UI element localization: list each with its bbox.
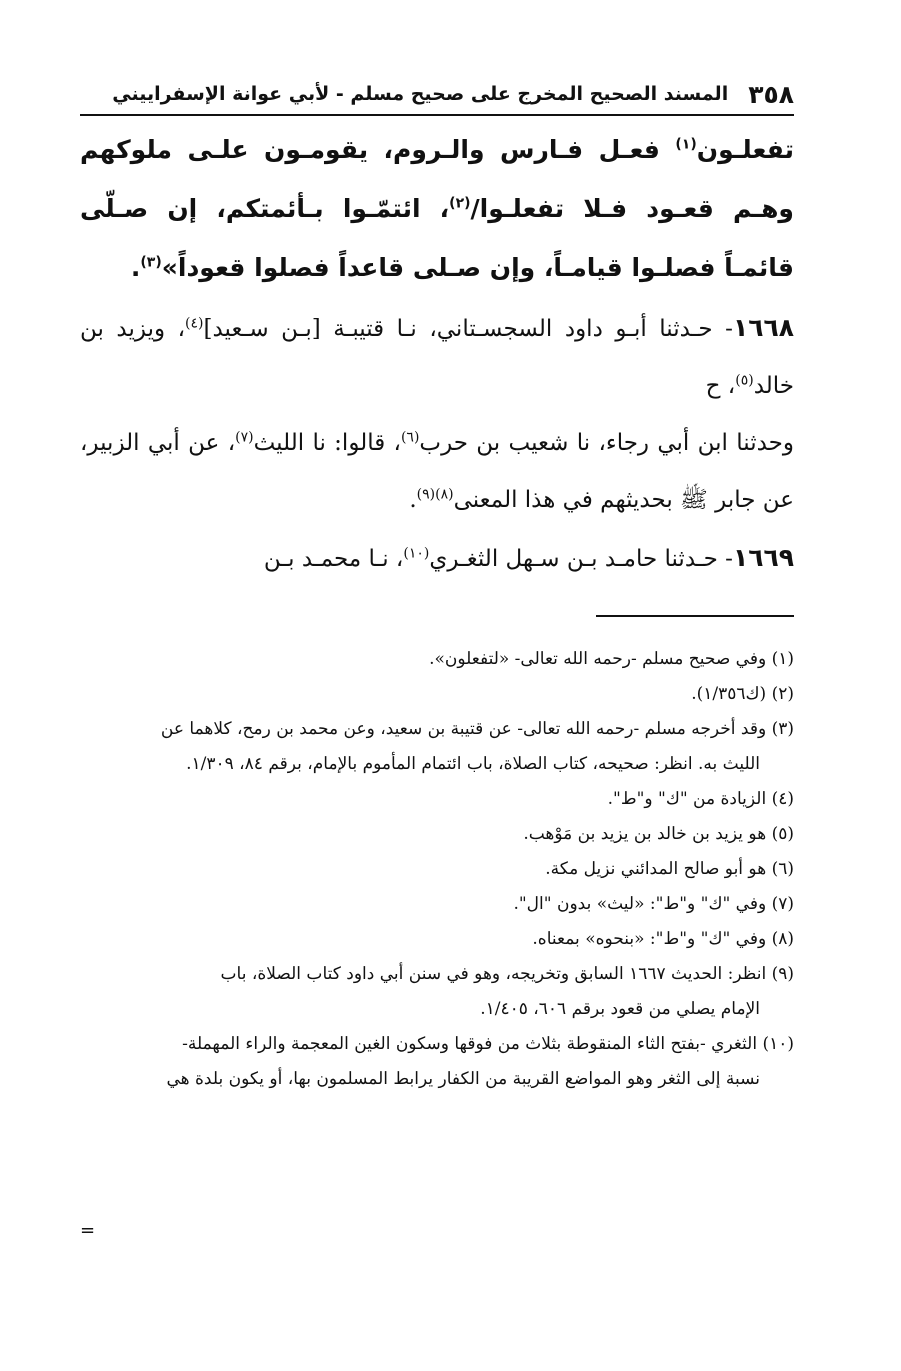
- hadith-number: ١٦٦٩: [732, 543, 794, 572]
- footnote-10: (١٠) الثغري -بفتح الثاء المنقوطة بثلاث من فوقها وسكون الغين المعجمة والراء المهملة-: [182, 1034, 794, 1054]
- footnote-ref: (٢): [449, 195, 471, 212]
- running-title: المسند الصحيح المخرج على صحيح مسلم - لأبي عوانة الإسفراييني: [112, 82, 729, 105]
- footnote-ref: (٤): [185, 315, 204, 332]
- footnote-ref: (٥): [735, 372, 754, 389]
- text-run: ، ح: [705, 373, 736, 399]
- footnote-text: الإمام يصلي من قعود برقم ٦٠٦، ١/٤٠٥.: [480, 999, 760, 1019]
- footnote-4: (٤) الزيادة من "ك" و"ط".: [607, 789, 794, 809]
- footnote-7: (٧) وفي "ك" و"ط": «ليث» بدون "ال".: [513, 894, 794, 914]
- footnote-text: الليث به. انظر: صحيحه، كتاب الصلاة، باب ائتمام المأموم بالإمام، برقم ٨٤، ١/٣٠٩.: [186, 754, 760, 774]
- footnote-8: (٨) وفي "ك" و"ط": «بنحوه» بمعناه.: [532, 929, 794, 949]
- text-run: ، عن أبي الزبير، عن جابر ﷺ بحديثهم في هذا المعنى: [80, 430, 794, 513]
- text-run: ، قالوا: نا الليث: [253, 430, 401, 456]
- text-run: تفعلـون: [696, 135, 794, 164]
- footnote-5: (٥) هو يزيد بن خالد بن يزيد بن مَوْهب.: [523, 824, 794, 844]
- header-rule: [80, 114, 794, 116]
- hadith-text-paragraph: [80, 120, 794, 297]
- main-text: [80, 120, 794, 588]
- hadith-1669-paragraph: [80, 529, 794, 588]
- text-run: .: [130, 253, 141, 282]
- footnote-ref: (١٠): [403, 545, 430, 562]
- text-run: ، ويزيد بن خالد: [80, 316, 794, 399]
- footnote-separator: [596, 615, 794, 617]
- text-run: - حـدثنا أبـو داود السجسـتاني، نـا قتيبـة [بـن سـعيد]: [203, 316, 733, 342]
- text-run: وحدثنا ابن أبي رجاء، نا شعيب بن حرب: [419, 430, 794, 456]
- page-number: ٣٥٨: [748, 79, 794, 109]
- footnote-9-continued: [80, 992, 794, 1027]
- footnote-ref: (١): [675, 136, 697, 153]
- footnote-2: (٢) (ك١/٣٥٦).: [691, 684, 794, 704]
- text-run: ، ائتمّـوا بـأئمتكم، إن صـلّى قائمـاً فصلـوا قيامـاً، وإن صـلى قاعداً فصلوا قعوداً»: [80, 194, 794, 282]
- text-run: - حـدثنا حامـد بـن سـهل الثغـري: [429, 546, 733, 572]
- footnote-1: (١) وفي صحيح مسلم -رحمه الله تعالى- «لتفعلون».: [429, 649, 794, 669]
- footnote-10-continued: [80, 1062, 794, 1097]
- footnote-3: (٣) وقد أخرجه مسلم -رحمه الله تعالى- عن قتيبة بن سعيد، وعن محمد بن رمح، كلاهما عن: [160, 719, 794, 739]
- footnote-text: نسبة إلى الثغر وهو المواضع القريبة من الكفار يرابط المسلمون بها، أو يكون بلدة هي: [166, 1069, 760, 1089]
- page-header: [80, 76, 794, 112]
- footnote-9: (٩) انظر: الحديث ١٦٦٧ السابق وتخريجه، وهو في سنن أبي داود كتاب الصلاة، باب: [220, 964, 794, 984]
- text-run: .: [409, 487, 417, 513]
- chain-paragraph: [80, 415, 794, 529]
- text-run: فعـل فـارس والـروم، يقومـون علـى ملوكهم وهـم قعـود فـلا تفعلـوا/: [80, 135, 794, 223]
- footnotes: [80, 642, 794, 1097]
- footnote-ref: (٧): [235, 429, 254, 446]
- continuation-mark: =: [80, 1220, 96, 1241]
- hadith-1668-paragraph: [80, 299, 794, 415]
- footnote-ref: (٨)(٩): [416, 486, 454, 503]
- hadith-number: ١٦٦٨: [732, 313, 794, 342]
- footnote-ref: (٣): [140, 254, 162, 271]
- footnote-6: (٦) هو أبو صالح المدائني نزيل مكة.: [545, 859, 794, 879]
- footnote-ref: (٦): [400, 429, 420, 446]
- footnote-3-continued: [80, 747, 794, 782]
- text-run: ، نـا محمـد بـن: [263, 546, 404, 572]
